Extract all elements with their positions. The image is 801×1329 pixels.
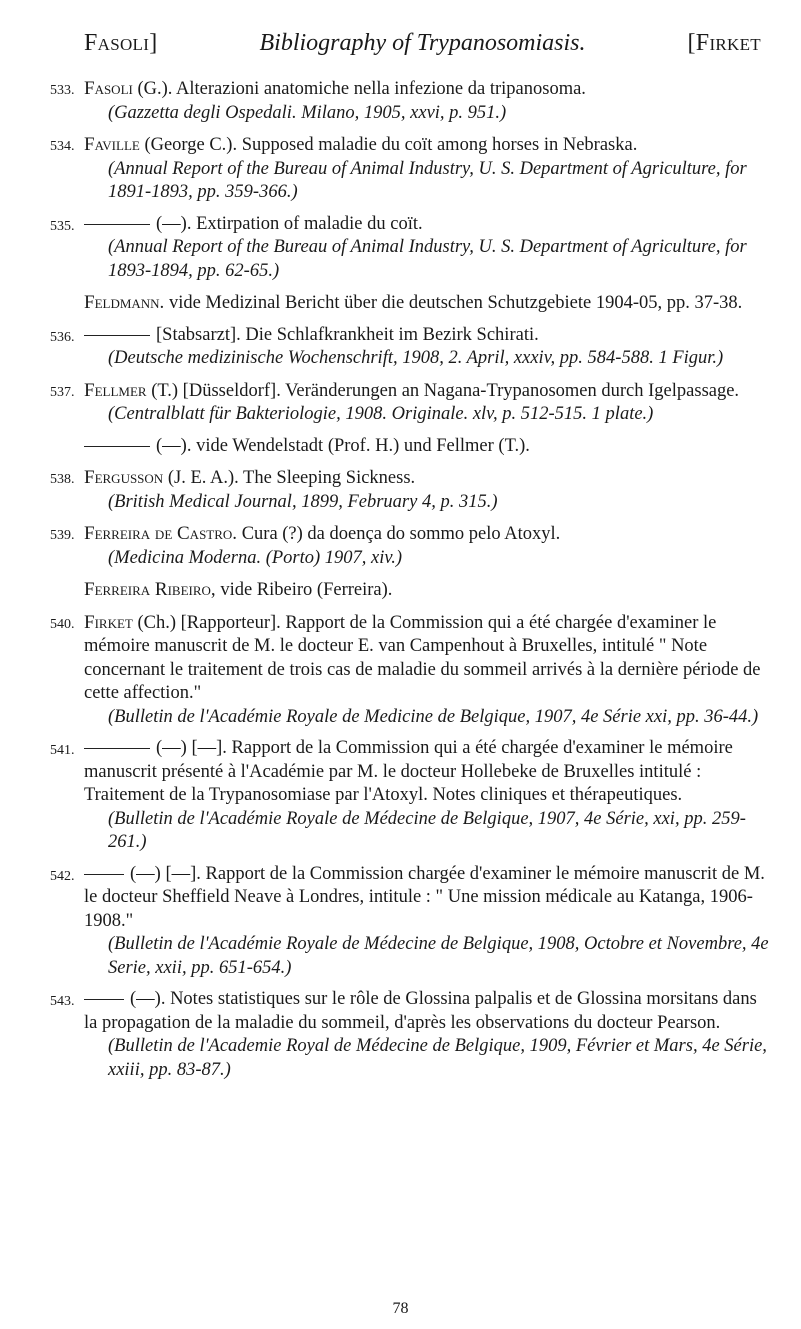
entry-fellmer-vide: (—). vide Wendelstadt (Prof. H.) und Fellmer (T.).: [50, 435, 771, 459]
entry-537: 537. Fellmer (T.) [Düsseldorf]. Veränderungen an Nagana-Trypanosomen durch Igelpassage. (Centralblatt für Bakteriologie, 1908. Originale. xlv, p. 512-515. 1 plate.): [50, 379, 771, 427]
entry-ferreira-ribeiro: Ferreira Ribeiro, vide Ribeiro (Ferreira).: [84, 579, 393, 600]
entry-534: 534. Faville (George C.). Supposed maladie du coït among horses in Nebraska. (Annual Report of the Bureau of Animal Industry, U. S. Department of Agriculture, for 1891-1893, pp. 359-366.): [50, 133, 771, 205]
entry-source: (Bulletin de l'Academie Royal de Médecine de Belgique, 1909, Février et Mars, 4e Série, xxiii, pp. 83-87.): [108, 1036, 767, 1080]
entry-539: 539. Ferreira de Castro. Cura (?) da doença do sommo pelo Atoxyl. (Medicina Moderna. (Porto) 1907, xiv.): [50, 522, 771, 570]
entry-feldmann: Feldmann. vide Medizinal Bericht über die deutschen Schutzgebiete 1904-05, pp. 37-38.: [84, 292, 743, 313]
entry-536: 536. [Stabsarzt]. Die Schlafkrankheit im Bezirk Schirati. (Deutsche medizinische Wochenschrift, 1908, 2. April, xxxiv, pp. 584-588. 1 Figur.): [50, 324, 771, 371]
entry-source: (Gazzetta degli Ospedali. Milano, 1905, xxvi, p. 951.): [108, 102, 507, 123]
ditto-dash: [84, 224, 150, 225]
entry-source: (Deutsche medizinische Wochenschrift, 1908, 2. April, xxxiv, pp. 584-588. 1 Figur.): [108, 348, 724, 368]
ditto-dash: [84, 748, 150, 749]
entry-source: (Annual Report of the Bureau of Animal Industry, U. S. Department of Agriculture, for 1891-1893, pp. 359-366.): [108, 158, 747, 202]
header-right: [Firket: [687, 30, 761, 56]
entry-source: (Bulletin de l'Académie Royale de Médecine de Belgique, 1907, 4e Série, xxi, pp. 259-261.): [108, 808, 746, 852]
ditto-dash: [84, 446, 150, 447]
ditto-dash: [84, 335, 150, 336]
running-header: [84, 30, 771, 57]
entry-source: (British Medical Journal, 1899, February 4, p. 315.): [108, 491, 498, 512]
entry-535: 535. (—). Extirpation of maladie du coït. (Annual Report of the Bureau of Animal Industry, U. S. Department of Agriculture, for 1893-1894, pp. 62-65.): [50, 213, 771, 284]
ditto-dash: [84, 874, 124, 875]
ditto-dash: [84, 999, 124, 1000]
entry-source: (Medicina Moderna. (Porto) 1907, xiv.): [108, 547, 403, 568]
entry-538: 538. Fergusson (J. E. A.). The Sleeping Sickness. (British Medical Journal, 1899, February 4, p. 315.): [50, 466, 771, 514]
header-title: Bibliography of Trypanosomiasis.: [259, 30, 586, 56]
entry-source: (Centralblatt für Bakteriologie, 1908. Originale. xlv, p. 512-515. 1 plate.): [108, 404, 654, 424]
entry-source: (Bulletin de l'Académie Royale de Médecine de Belgique, 1908, Octobre et Novembre, 4e Serie, xxii, pp. 651-654.): [108, 934, 769, 978]
entry-source: (Annual Report of the Bureau of Animal Industry, U. S. Department of Agriculture, for 1893-1894, pp. 62-65.): [108, 237, 747, 281]
entry-533: 533. Fasoli (G.). Alterazioni anatomiche nella infezione da tripanosoma. (Gazzetta degli Ospedali. Milano, 1905, xxvi, p. 951.): [50, 77, 771, 125]
entry-542: 542. (—) [—]. Rapport de la Commission chargée d'examiner le mémoire manuscrit de M. le docteur Sheffield Neave à Londres, intitule : " Une mission médicale au Katanga, 1906-1908." (Bulletin de l'Académie Royale de Médecine de Belgique, 1908, Octobre et Novembre, 4e Serie, xxii, pp. 651-654.): [50, 863, 771, 981]
entry-540: 540. Firket (Ch.) [Rapporteur]. Rapport de la Commission qui a été chargée d'examiner le mémoire manuscrit de M. le docteur E. van Campenhout à Bruxelles, intitulé " Note concernant le traitement de trois cas de maladie du sommeil arrivés à la dernière période de cette affection." (Bulletin de l'Académie Royale de Medicine de Belgique, 1907, 4e Série xxi, pp. 36-44.): [50, 611, 771, 730]
header-left: Fasoli]: [84, 30, 158, 56]
entry-list: [50, 77, 771, 1082]
page-number: 78: [392, 1300, 409, 1317]
entry-543: 543. (—). Notes statistiques sur le rôle de Glossina palpalis et de Glossina morsitans dans la propagation de la maladie du sommeil, d'après les observations du docteur Pearson. (Bulletin de l'Academie Royal de Médecine de Belgique, 1909, Février et Mars, 4e Série, xxiii, pp. 83-87.): [50, 988, 771, 1082]
entry-source: (Bulletin de l'Académie Royale de Medicine de Belgique, 1907, 4e Série xxi, pp. 36-44.): [108, 706, 759, 727]
entry-541: 541. (—) [—]. Rapport de la Commission qui a été chargée d'examiner le mémoire manuscrit présenté à l'Académie par M. le docteur Hollebeke de Bruxelles intitulé : Traitement de la Trypanosomiase par l'Atoxyl. Notes cliniques et thérapeutiques. (Bulletin de l'Académie Royale de Médecine de Belgique, 1907, 4e Série, xxi, pp. 259-261.): [50, 737, 771, 855]
